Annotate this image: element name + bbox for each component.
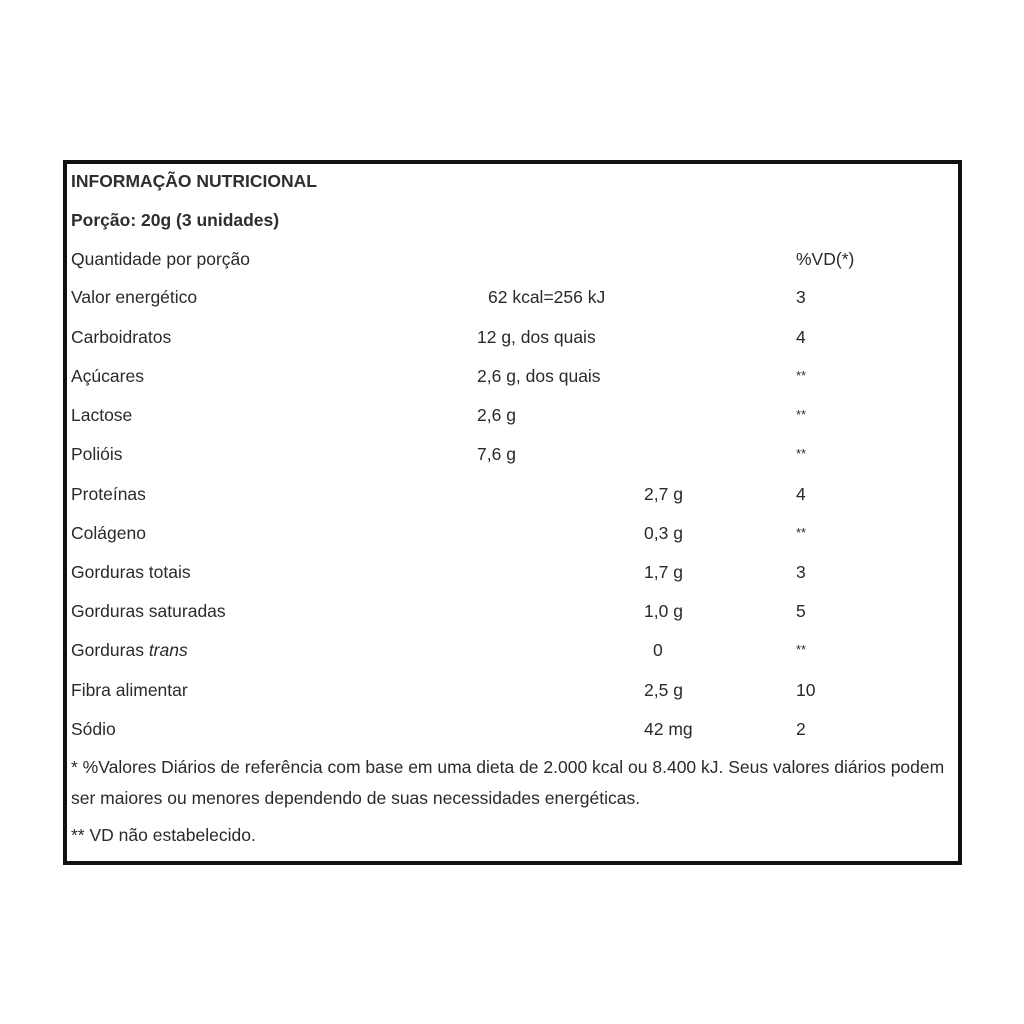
nutrient-vd: ** xyxy=(796,368,807,383)
nutrient-row-proteins xyxy=(67,483,958,505)
nutrient-name: Valor energético xyxy=(71,287,198,307)
nutrient-row-trans-fat xyxy=(67,639,958,661)
nutrient-amount: 2,7 g xyxy=(644,484,683,504)
nutrient-vd: 5 xyxy=(796,601,806,621)
nutrient-name: Carboidratos xyxy=(71,327,172,347)
nutrient-name: Sódio xyxy=(71,719,116,739)
nutrient-name: Colágeno xyxy=(71,523,146,543)
nutrient-name xyxy=(71,639,188,661)
nutrient-amount: 7,6 g xyxy=(477,444,516,464)
nutrient-amount: 0,3 g xyxy=(644,523,683,543)
nutrient-amount: 62 kcal=256 kJ xyxy=(488,287,606,307)
nutrient-vd: 10 xyxy=(796,680,816,700)
portion-size: Porção: 20g (3 unidades) xyxy=(71,210,280,230)
nutrient-vd: 3 xyxy=(796,562,806,582)
nutrient-amount: 2,5 g xyxy=(644,680,683,700)
nutrient-row-sodium xyxy=(67,718,958,740)
nutrient-name: Lactose xyxy=(71,405,133,425)
nutrient-row-collagen xyxy=(67,522,958,544)
header-row xyxy=(67,248,958,270)
nutrient-row-energy xyxy=(67,286,958,308)
nutrient-amount: 42 mg xyxy=(644,719,693,739)
nutrient-vd: ** xyxy=(796,446,807,461)
nutrient-row-sugars xyxy=(67,365,958,387)
nutrient-vd: 3 xyxy=(796,287,806,307)
nutrient-amount: 2,6 g, dos quais xyxy=(477,366,601,386)
nutrient-amount: 12 g, dos quais xyxy=(477,327,596,347)
nutrient-row-lactose xyxy=(67,404,958,426)
nutrient-name: Gorduras saturadas xyxy=(71,601,226,621)
nutrient-row-carbohydrates xyxy=(67,326,958,348)
nutrient-name-italic: trans xyxy=(148,640,188,660)
nutrient-name: Proteínas xyxy=(71,484,146,504)
nutrient-name: Polióis xyxy=(71,444,123,464)
footnote-vd-not-established: ** VD não estabelecido. xyxy=(71,825,256,845)
nutrient-amount: 1,7 g xyxy=(644,562,683,582)
nutrient-name: Fibra alimentar xyxy=(71,680,188,700)
nutrient-name: Açúcares xyxy=(71,366,144,386)
nutrient-row-total-fat xyxy=(67,561,958,583)
label-title: INFORMAÇÃO NUTRICIONAL xyxy=(71,171,317,191)
nutrient-vd: ** xyxy=(796,407,807,422)
vd-header: %VD(*) xyxy=(796,249,855,269)
nutrient-vd: 4 xyxy=(796,327,806,347)
nutrient-amount: 1,0 g xyxy=(644,601,683,621)
nutrient-vd: 2 xyxy=(796,719,806,739)
nutrition-facts-label xyxy=(63,160,962,865)
nutrient-row-polyols xyxy=(67,443,958,465)
nutrient-amount: 0 xyxy=(653,640,663,660)
nutrient-name: Gorduras totais xyxy=(71,562,191,582)
nutrient-name-prefix: Gorduras xyxy=(71,640,149,660)
nutrient-row-fiber xyxy=(67,679,958,701)
nutrient-row-saturated-fat xyxy=(67,600,958,622)
nutrient-amount: 2,6 g xyxy=(477,405,516,425)
nutrient-vd: 4 xyxy=(796,484,806,504)
footnote-vd-reference: * %Valores Diários de referência com base em uma dieta de 2.000 kcal ou 8.400 kJ. Seus valores diários podem ser maiores ou menores dependendo de suas necessidades energéticas. xyxy=(71,757,945,808)
nutrient-vd: ** xyxy=(796,642,807,657)
quantity-header: Quantidade por porção xyxy=(71,249,251,269)
nutrient-vd: ** xyxy=(796,525,807,540)
